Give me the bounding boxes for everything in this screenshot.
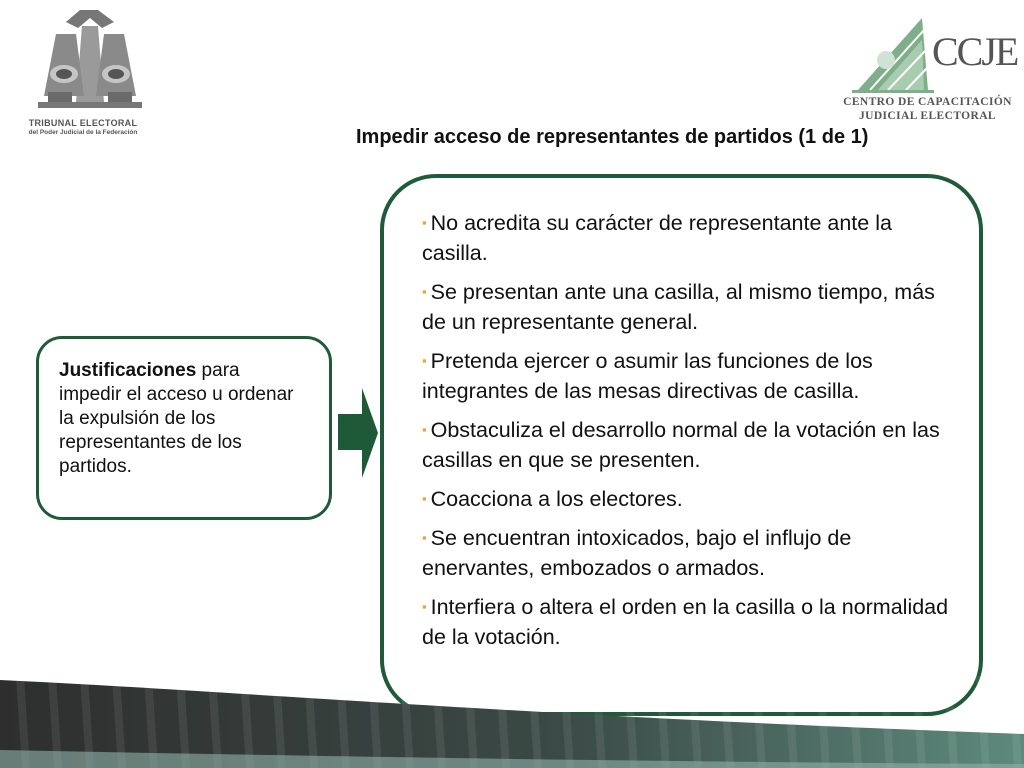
arrow-right-icon [338,388,378,478]
conditions-list [422,208,955,652]
condition-item [422,277,955,337]
condition-text: Pretenda ejercer o asumir las funciones de los integrantes de las mesas directivas de casilla. [422,349,873,403]
square-bullet-icon: ▪ [422,530,427,545]
justifications-box [36,336,332,520]
condition-text: Coacciona a los electores. [430,487,683,511]
ccje-logo [840,10,1018,125]
condition-item [422,415,955,475]
square-bullet-icon: ▪ [422,599,427,614]
tribunal-subname: del Poder Judicial de la Federación [28,129,138,136]
ccje-name-line2: JUDICIAL ELECTORAL [858,110,997,122]
condition-text: Se presentan ante una casilla, al mismo tiempo, más de un representante general. [422,280,935,334]
tribunal-name: TRIBUNAL ELECTORAL [28,118,138,128]
condition-item [422,592,955,652]
square-bullet-icon: ▪ [422,353,427,368]
justifications-keyword: Justificaciones [59,360,197,381]
condition-item [422,484,955,514]
ccje-name-line1: CENTRO DE CAPACITACIÓN [843,96,1012,108]
conditions-box [380,174,983,716]
tribunal-electoral-logo [18,4,148,144]
condition-item [422,208,955,268]
slide-title: Impedir acceso de representantes de partidos (1 de 1) [356,126,869,148]
ccje-acronym: CCJE [932,29,1018,74]
condition-item [422,523,955,583]
square-bullet-icon: ▪ [422,215,427,230]
condition-item [422,346,955,406]
decorative-bottom-band [0,676,1024,768]
ccje-emblem-icon [848,10,938,96]
justifications-text: para impedir el acceso u ordenar la expulsión de los representantes de los partidos. [59,360,294,477]
square-bullet-icon: ▪ [422,422,427,437]
square-bullet-icon: ▪ [422,284,427,299]
square-bullet-icon: ▪ [422,491,427,506]
scales-of-justice-icon [18,4,148,116]
condition-text: Interfiera o altera el orden en la casilla o la normalidad de la votación. [422,595,949,649]
condition-text: Se encuentran intoxicados, bajo el influjo de enervantes, embozados o armados. [422,526,852,580]
condition-text: No acredita su carácter de representante ante la casilla. [422,211,892,265]
condition-text: Obstaculiza el desarrollo normal de la votación en las casillas en que se presenten. [422,418,940,472]
